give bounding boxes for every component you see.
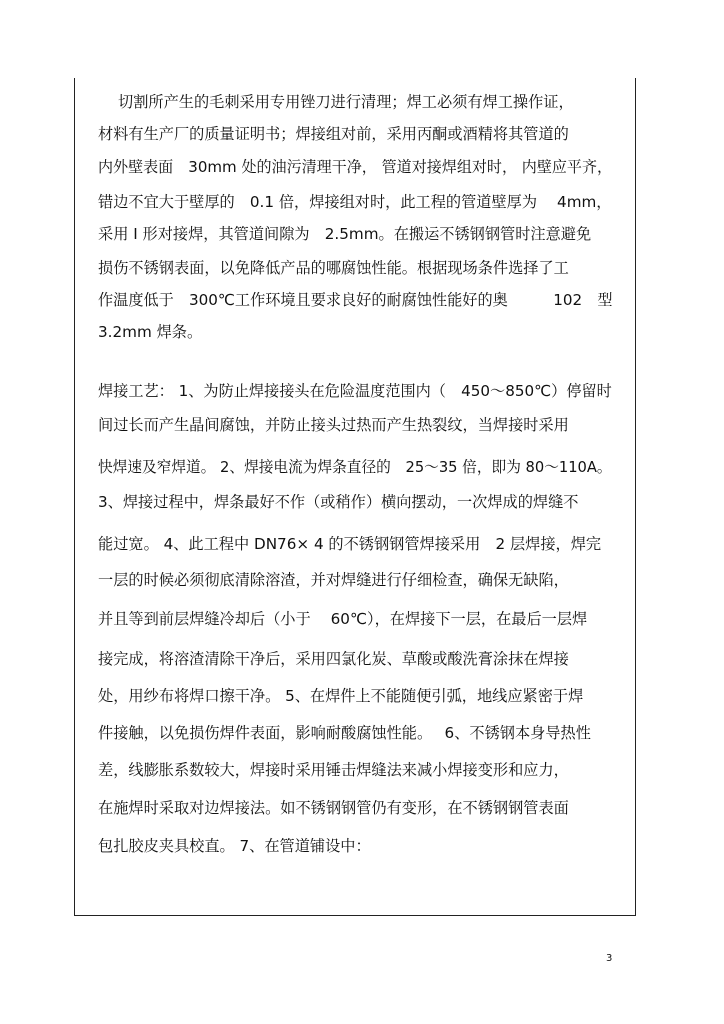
- paragraph2-line-11: 差，线膨胀系数较大，焊接时采用锤击焊缝法来减小焊接变形和应力，: [98, 761, 569, 779]
- paragraph2-line-13: 包扎胶皮夹具校直。 7、在管道铺设中：: [98, 837, 371, 855]
- paragraph1-line-4: 错边不宜大于壁厚的 0.1 倍，焊接组对时，此工程的管道壁厚为 4mm，: [98, 193, 612, 211]
- paragraph1-line-5: 采用 I 形对接焊，其管道间隙为 2.5mm。在搬运不锈钢钢管时注意避免: [98, 225, 592, 243]
- paragraph1-line-8: 3.2mm 焊条。: [98, 323, 203, 341]
- paragraph2-line-1: 焊接工艺： 1、为防止焊接接头在危险温度范围内（ 450～850℃）停留时: [98, 382, 612, 400]
- paragraph2-line-8: 接完成，将溶渣清除干净后，采用四氯化炭、草酸或酸洗膏涂抹在焊接: [98, 650, 569, 668]
- paragraph2-line-2: 间过长而产生晶间腐蚀，并防止接头过热而产生热裂纹，当焊接时采用: [98, 416, 569, 434]
- paragraph1-line-1: 切割所产生的毛刺采用专用锉刀进行清理；焊工必须有焊工操作证，: [118, 93, 574, 111]
- paragraph1-line-6: 损伤不锈钢表面，以免降低产品的哪腐蚀性能。根据现场条件选择了工: [98, 259, 569, 277]
- paragraph2-line-12: 在施焊时采取对边焊接法。如不锈钢钢管仍有变形，在不锈钢钢管表面: [98, 799, 569, 817]
- paragraph1-line-3: 内外壁表面 30mm 处的油污清理干净， 管道对接焊组对时， 内壁应平齐，: [98, 158, 613, 176]
- paragraph2-line-5: 能过宽。 4、此工程中 DN76× 4 的不锈钢钢管焊接采用 2 层焊接，焊完: [98, 535, 602, 553]
- paragraph2-line-6: 一层的时候必须彻底清除溶渣，并对焊缝进行仔细检查，确保无缺陷，: [98, 571, 569, 589]
- page-number: 3: [606, 953, 613, 964]
- paragraph2-line-7: 并且等到前层焊缝冷却后（小于 60℃），在焊接下一层，在最后一层焊: [98, 610, 588, 628]
- paragraph1-line-2: 材料有生产厂的质量证明书；焊接组对前，采用丙酮或酒精将其管道的: [98, 125, 569, 143]
- paragraph1-line-7: 作温度低于 300℃工作环境且要求良好的耐腐蚀性能好的奥 102 型: [98, 291, 613, 309]
- paragraph2-line-10: 件接触，以免损伤焊件表面，影响耐酸腐蚀性能。 6、不锈钢本身导热性: [98, 724, 591, 742]
- paragraph2-line-3: 快焊速及窄焊道。 2、焊接电流为焊条直径的 25～35 倍，即为 80～110A。: [98, 458, 612, 476]
- paragraph2-line-9: 处，用纱布将焊口擦干净。 5、在焊件上不能随便引弧，地线应紧密于焊: [98, 687, 584, 705]
- paragraph2-line-4: 3、焊接过程中，焊条最好不作（或稍作）横向摆动，一次焊成的焊缝不: [98, 493, 579, 511]
